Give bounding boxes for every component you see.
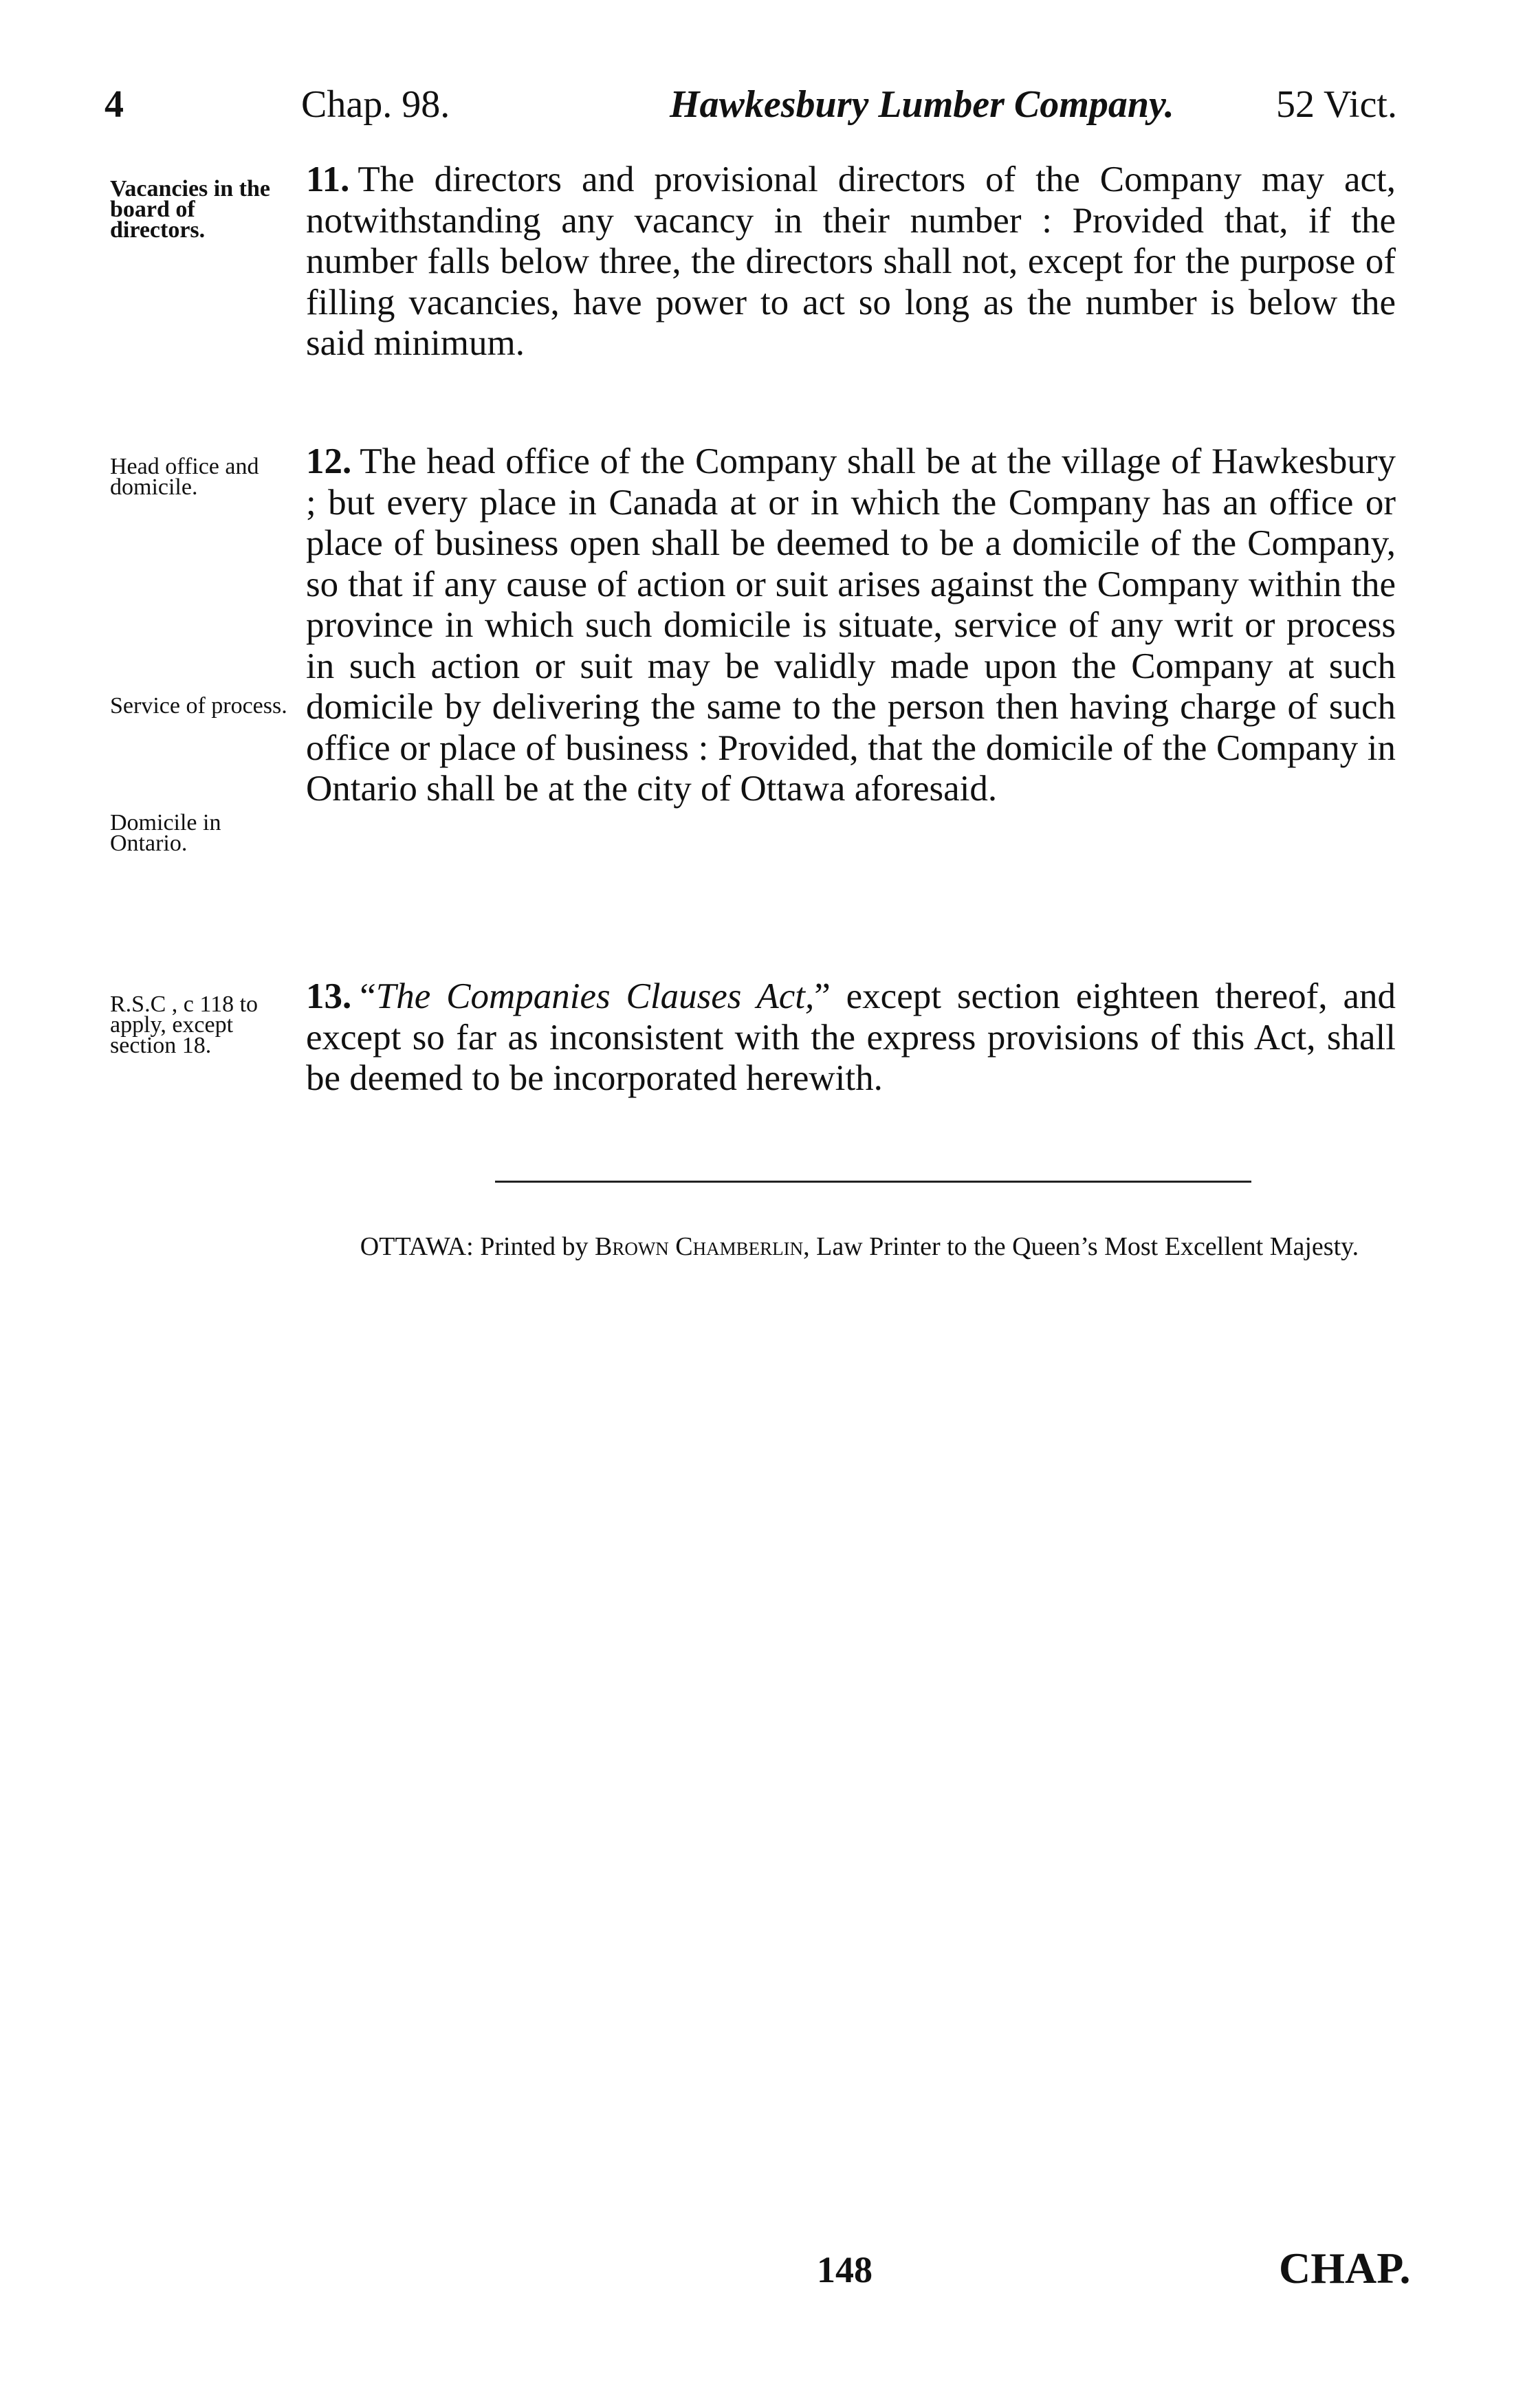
header-chapter: Chap. 98. xyxy=(301,83,450,126)
printer-imprint xyxy=(316,1229,1403,1264)
imprint-rest: Law Printer to the Queen’s Most Excellent Majesty. xyxy=(816,1232,1359,1261)
marginal-note: Service of process. xyxy=(110,693,287,719)
section-number: 13. xyxy=(306,976,352,1016)
header-page-number: 4 xyxy=(105,83,124,126)
footer-page-number: 148 xyxy=(817,2249,873,2290)
marginal-note: Domicile in Ontario. xyxy=(110,810,221,856)
section-text xyxy=(306,441,1396,810)
section-text xyxy=(306,976,1396,1099)
marginal-note: Vacancies in the board of directors. xyxy=(110,176,270,243)
marginal-note: R.S.C , c 118 to apply, except section 18. xyxy=(110,992,259,1058)
section-number: 11. xyxy=(306,160,350,199)
catchword: CHAP. xyxy=(1279,2244,1411,2292)
section-body: The head office of the Company shall be at the village of Hawkesbury ; but every place in Canada at or in which the Company has an office or place of business open shall be deemed to be a domicile of the Company, so that if any cause of action or suit arises against the Company within the province in which such domicile is situate, service of any writ or process in such action or suit may be validly made upon the Company at such domicile by delivering the same to the person then having charge of such office or place of business : Provided, that the domicile of the Company in Ontario shall be at the city of Ottawa aforesaid. xyxy=(306,441,1396,809)
header-regnal-year: 52 Vict. xyxy=(1275,83,1397,126)
imprint-printed-by: Printed by xyxy=(480,1232,589,1261)
section-text xyxy=(306,160,1396,364)
header-title: Hawkesbury Lumber Company. xyxy=(670,83,1174,126)
imprint-printer-name: Brown Chamberlin, xyxy=(594,1232,810,1261)
open-quote: “ xyxy=(360,976,376,1016)
section-number: 12. xyxy=(306,441,352,481)
marginal-note: Head office and domicile. xyxy=(110,454,259,500)
horizontal-rule xyxy=(495,1181,1251,1183)
close-quote: ” xyxy=(814,976,831,1016)
section-body: The directors and provisional directors of the Company may act, notwithstanding any vacancy in their number : Provided that, if the number falls below three, the directors shall not, except for the purpose of filling vacancies, have power to act so long as the number is below the said minimum. xyxy=(306,160,1396,363)
section-body: except section eighteen thereof, and except so far as inconsistent with the express provisions of this Act, shall be deemed to be incorporated herewith. xyxy=(306,976,1396,1098)
running-header xyxy=(105,77,1397,132)
act-title: The Companies Clauses Act, xyxy=(375,976,815,1016)
imprint-place: OTTAWA: xyxy=(360,1232,474,1261)
